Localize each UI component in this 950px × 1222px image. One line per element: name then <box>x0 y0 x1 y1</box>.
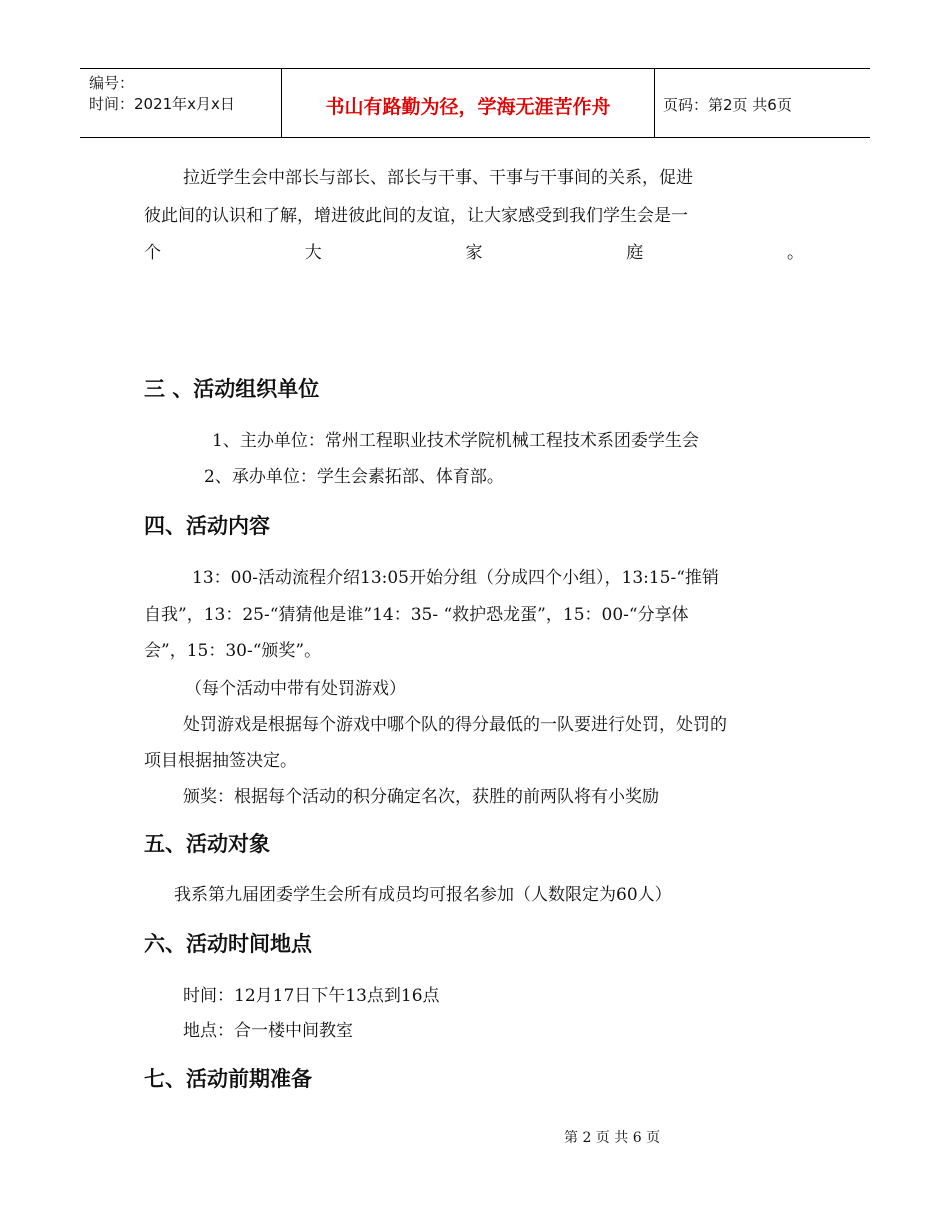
section-3-item-1: 1、主办单位：常州工程职业技术学院机械工程技术系团委学生会 <box>212 431 699 451</box>
intro-line-3-char: 庭 <box>626 243 644 263</box>
intro-line-3-char: 个 <box>144 243 161 263</box>
section-4-line-5: 处罚游戏是根据每个游戏中哪个队的得分最低的一队要进行处罚，处罚的 <box>183 715 727 735</box>
section-5-line-1: 我系第九届团委学生会所有成员均可报名参加（人数限定为60人） <box>174 885 672 905</box>
intro-line-1: 拉近学生会中部长与部长、部长与干事、干事与干事间的关系，促进 <box>183 168 693 188</box>
intro-line-2: 彼此间的认识和了解，增进彼此间的友谊，让大家感受到我们学生会是一 <box>144 206 688 226</box>
section-4-line-1: 13：00-活动流程介绍13:05开始分组（分成四个小组），13:15-“推销 <box>192 568 719 588</box>
section-4-title: 四、活动内容 <box>144 514 270 538</box>
section-3-title: 三 、活动组织单位 <box>144 377 320 401</box>
intro-line-3-char: 大 <box>304 243 322 263</box>
header-motto: 书山有路勤为径，学海无涯苦作舟 <box>325 96 611 118</box>
page-footer: 第 2 页 共 6 页 <box>564 1130 661 1146</box>
header-meta-cell <box>80 69 282 137</box>
section-4-line-2: 自我”，13：25-“猜猜他是谁”14：35- “救护恐龙蛋”，15：00-“分享体 <box>144 605 689 625</box>
section-3-item-2: 2、承办单位：学生会素拓部、体育部。 <box>204 467 504 487</box>
section-5-title: 五、活动对象 <box>144 832 270 856</box>
intro-line-3-char: 。 <box>787 243 804 263</box>
intro-line-3-char: 家 <box>465 243 483 263</box>
section-6-place: 地点：合一楼中间教室 <box>183 1021 353 1041</box>
section-7-title: 七、活动前期准备 <box>144 1067 312 1091</box>
section-4-line-6: 项目根据抽签决定。 <box>144 751 297 771</box>
section-6-time: 时间：12月17日下午13点到16点 <box>183 986 440 1006</box>
header-motto-cell <box>282 69 655 137</box>
header-page-cell <box>655 69 870 137</box>
section-4-line-4: （每个活动中带有处罚游戏） <box>185 679 406 699</box>
section-4-line-3: 会”，15：30-“颁奖”。 <box>144 641 322 661</box>
intro-line-3 <box>144 238 804 262</box>
header-page-info: 页码：第2页 共6页 <box>663 96 792 114</box>
section-4-line-7: 颁奖：根据每个活动的积分确定名次，获胜的前两队将有小奖励 <box>183 787 659 807</box>
section-6-title: 六、活动时间地点 <box>144 932 312 956</box>
document-code-label: 编号： <box>89 74 135 92</box>
document-time-label: 时间：2021年x月x日 <box>89 95 235 113</box>
page-header <box>80 68 870 138</box>
